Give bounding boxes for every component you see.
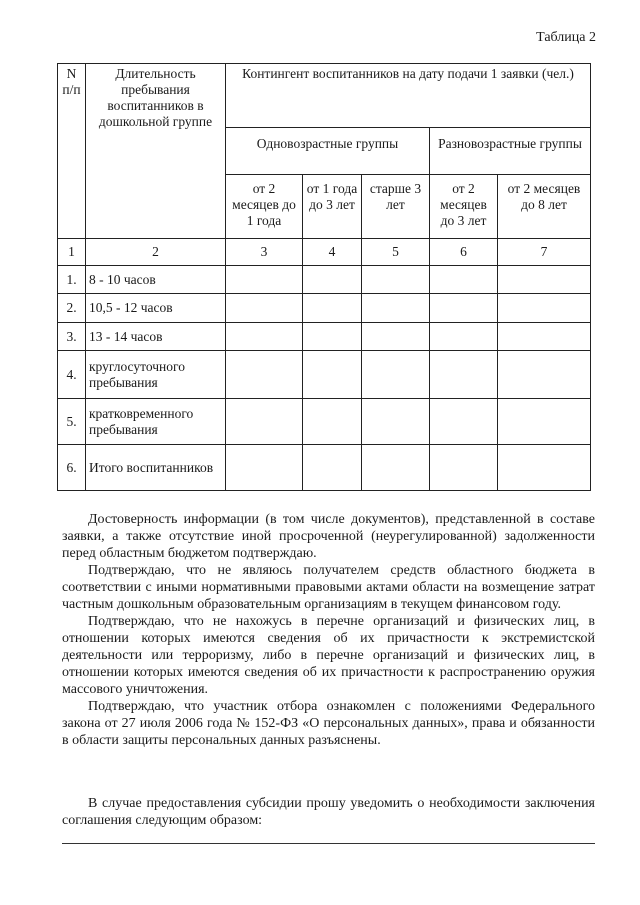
row-number: 4. [58, 351, 86, 399]
header-contingent: Контингент воспитанников на дату подачи 1 заявки (чел.) [226, 64, 591, 128]
column-number: 6 [430, 239, 498, 266]
row-label: Итого воспитанников [86, 445, 226, 491]
data-cell[interactable] [362, 266, 430, 294]
paragraph-not-in-list: Подтверждаю, что не нахожусь в перечне организаций и физических лиц, в отношении которых имеются сведения об их причастности к экстремистской деятельности или терроризму, либо в перечне организаций и физических лиц, в отношении которых имеются сведения об их причастности к распространению оружия массового уничтожения. [62, 614, 595, 697]
data-cell[interactable] [303, 266, 362, 294]
data-cell[interactable] [498, 323, 591, 351]
table-row [58, 351, 591, 399]
header-duration: Длительность пребывания воспитанников в дошкольной группе [86, 64, 226, 239]
table-row [58, 266, 591, 294]
header-col4: от 1 года до 3 лет [303, 175, 362, 239]
data-cell[interactable] [303, 351, 362, 399]
data-cell[interactable] [498, 351, 591, 399]
data-cell[interactable] [303, 445, 362, 491]
row-label: круглосуточного пребывания [86, 351, 226, 399]
table-row [58, 323, 591, 351]
data-cell[interactable] [226, 351, 303, 399]
data-cell[interactable] [226, 294, 303, 323]
column-number: 7 [498, 239, 591, 266]
data-cell[interactable] [498, 399, 591, 445]
row-number: 3. [58, 323, 86, 351]
header-col6: от 2 месяцев до 3 лет [430, 175, 498, 239]
data-cell[interactable] [362, 399, 430, 445]
row-label: 10,5 - 12 часов [86, 294, 226, 323]
data-cell[interactable] [226, 323, 303, 351]
row-label: 8 - 10 часов [86, 266, 226, 294]
data-cell[interactable] [430, 399, 498, 445]
header-col7: от 2 месяцев до 8 лет [498, 175, 591, 239]
header-same-age: Одновозрастные группы [226, 128, 430, 175]
data-cell[interactable] [430, 351, 498, 399]
paragraph-notice: В случае предоставления субсидии прошу уведомить о необходимости заключения соглашения следующим образом: [62, 796, 595, 828]
data-cell[interactable] [498, 445, 591, 491]
data-cell[interactable] [303, 323, 362, 351]
data-cell[interactable] [430, 445, 498, 491]
confirmation-text [62, 511, 595, 749]
row-label: кратковременного пребывания [86, 399, 226, 445]
data-cell[interactable] [430, 266, 498, 294]
contingent-table [57, 63, 591, 491]
row-label: 13 - 14 часов [86, 323, 226, 351]
header-num: N п/п [58, 64, 86, 239]
data-cell[interactable] [430, 294, 498, 323]
table-row [58, 445, 591, 491]
column-number: 3 [226, 239, 303, 266]
data-cell[interactable] [226, 399, 303, 445]
header-mixed-age: Разновозрастные группы [430, 128, 591, 175]
column-number: 1 [58, 239, 86, 266]
data-cell[interactable] [430, 323, 498, 351]
row-number: 6. [58, 445, 86, 491]
table-row [58, 399, 591, 445]
data-cell[interactable] [303, 399, 362, 445]
paragraph-reliability: Достоверность информации (в том числе документов), представленной в составе заявки, а также отсутствие иной просроченной (неурегулированной) задолженности перед областным бюджетом подтверждаю. [62, 512, 595, 561]
row-number: 1. [58, 266, 86, 294]
data-cell[interactable] [362, 294, 430, 323]
column-numbers-row [58, 239, 591, 266]
table-caption: Таблица 2 [536, 30, 596, 45]
header-col3: от 2 месяцев до 1 года [226, 175, 303, 239]
column-number: 4 [303, 239, 362, 266]
data-cell[interactable] [362, 351, 430, 399]
data-cell[interactable] [362, 445, 430, 491]
paragraph-not-recipient: Подтверждаю, что не являюсь получателем средств областного бюджета в соответствии с иными нормативными правовыми актами области на возмещение затрат частным дошкольным образовательным организациям в текущем финансовом году. [62, 563, 595, 612]
data-cell[interactable] [362, 323, 430, 351]
row-number: 5. [58, 399, 86, 445]
paragraph-personal-data: Подтверждаю, что участник отбора ознакомлен с положениями Федерального закона от 27 июля 2006 года № 152-ФЗ «О персональных данных», права и обязанности в области защиты персональных данных разъяснены. [62, 699, 595, 748]
notice-text [62, 795, 595, 829]
data-cell[interactable] [226, 445, 303, 491]
column-number: 2 [86, 239, 226, 266]
data-cell[interactable] [303, 294, 362, 323]
answer-line[interactable] [62, 843, 595, 844]
data-cell[interactable] [498, 294, 591, 323]
column-number: 5 [362, 239, 430, 266]
data-cell[interactable] [498, 266, 591, 294]
row-number: 2. [58, 294, 86, 323]
data-cell[interactable] [226, 266, 303, 294]
table-row [58, 294, 591, 323]
header-col5: старше 3 лет [362, 175, 430, 239]
